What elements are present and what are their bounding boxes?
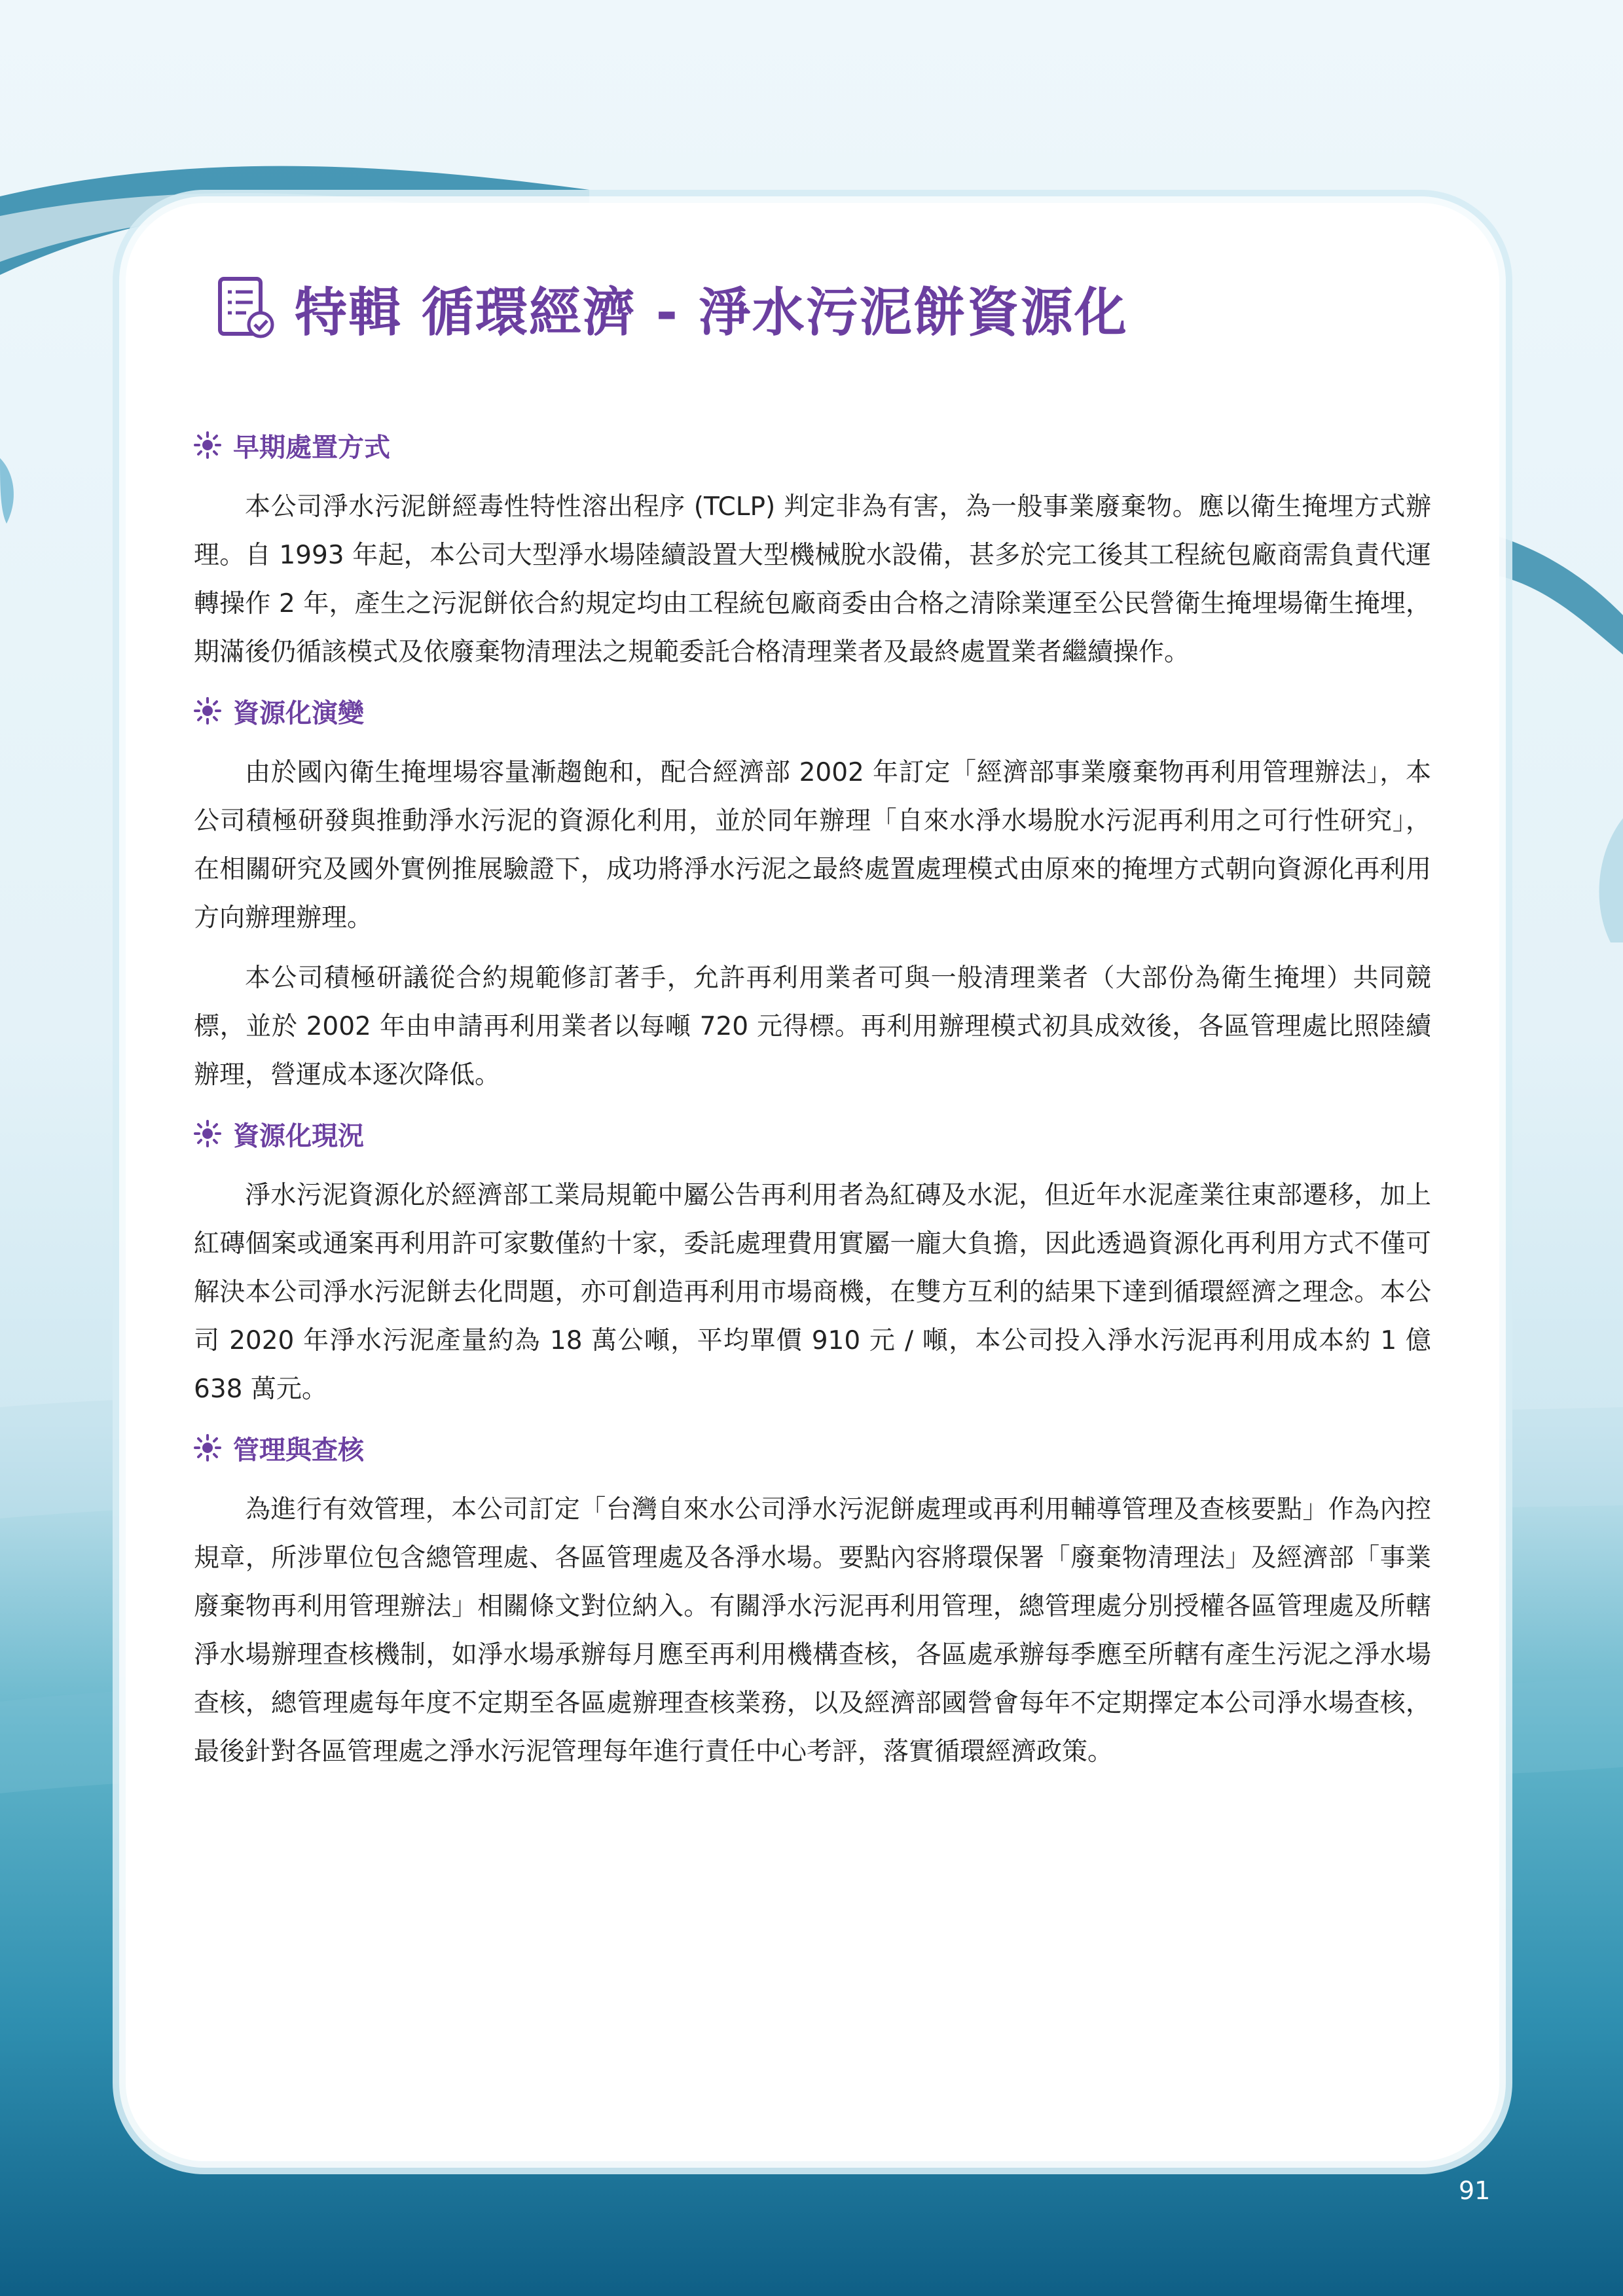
section-title: 管理與查核 (233, 1435, 364, 1465)
sun-icon (194, 1434, 221, 1462)
section-title: 資源化現況 (233, 1121, 364, 1151)
paragraph: 本公司淨水污泥餅經毒性特性溶出程序 (TCLP) 判定非為有害，為一般事業廢棄物。應以衛生掩埋方式辦理。自 1993 年起，本公司大型淨水場陸續設置大型機械脫水設備，甚多於完工後其工程統包廠商需負責代運轉操作 2 年，產生之污泥餅依合約規定均由工程統包廠商委由合格之清除業運至公民營衛生掩埋場衛生掩埋，期滿後仍循該模式及依廢棄物清理法之規範委託合格清理業者及最終處置業者繼續操作。 (194, 492, 1431, 667)
title-row (216, 272, 1128, 344)
paragraph: 為進行有效管理，本公司訂定「台灣自來水公司淨水污泥餅處理或再利用輔導管理及查核要點」作為內控規章，所涉單位包含總管理處、各區管理處及各淨水場。要點內容將環保署「廢棄物清理法」及經濟部「事業廢棄物再利用管理辦法」相關條文對位納入。有關淨水污泥再利用管理，總管理處分別授權各區管理處及所轄淨水場辦理查核機制，如淨水場承辦每月應至再利用機構查核，各區處承辦每季應至所轄有產生污泥之淨水場查核，總管理處每年度不定期至各區處辦理查核業務，以及經濟部國營會每年不定期擇定本公司淨水場查核，最後針對各區管理處之淨水污泥管理每年進行責任中心考評，落實循環經濟政策。 (194, 1495, 1431, 1767)
section-heading (194, 1107, 1431, 1160)
sun-icon (194, 697, 221, 725)
paragraph: 本公司積極研議從合約規範修訂著手，允許再利用業者可與一般清理業者（大部份為衛生掩埋）共同競標，並於 2002 年由申請再利用業者以每噸 720 元得標。再利用辦理模式初具成效後，各區管理處比照陸續辦理，營運成本逐次降低。 (194, 963, 1431, 1090)
section-heading (194, 685, 1431, 737)
paragraph: 淨水污泥資源化於經濟部工業局規範中屬公告再利用者為紅磚及水泥，但近年水泥產業往東部遷移，加上紅磚個案或通案再利用許可家數僅約十家，委託處理費用實屬一龐大負擔，因此透過資源化再利用方式不僅可解決本公司淨水污泥餅去化問題，亦可創造再利用市場商機，在雙方互利的結果下達到循環經濟之理念。本公司 2020 年淨水污泥產量約為 18 萬公噸，平均單價 910 元 / 噸，本公司投入淨水污泥再利用成本約 1 億 638 萬元。 (194, 1181, 1431, 1404)
section-heading (194, 419, 1431, 471)
sun-icon (194, 431, 221, 459)
section-heading (194, 1422, 1431, 1474)
page-number: 91 (1459, 2176, 1491, 2205)
page-title: 特輯 循環經濟 - 淨水污泥餅資源化 (295, 281, 1128, 343)
section-title: 早期處置方式 (233, 432, 390, 463)
sun-icon (194, 1120, 221, 1147)
article-body (194, 412, 1431, 1784)
paragraph: 由於國內衛生掩埋場容量漸趨飽和，配合經濟部 2002 年訂定「經濟部事業廢棄物再利用管理辦法」，本公司積極研發與推動淨水污泥的資源化利用，並於同年辦理「自來水淨水場脫水污泥再利用之可行性研究」，在相關研究及國外實例推展驗證下，成功將淨水污泥之最終處置處理模式由原來的掩埋方式朝向資源化再利用方向辦理辦理。 (194, 758, 1431, 933)
section-title: 資源化演變 (233, 698, 364, 728)
document-check-icon (216, 275, 276, 340)
